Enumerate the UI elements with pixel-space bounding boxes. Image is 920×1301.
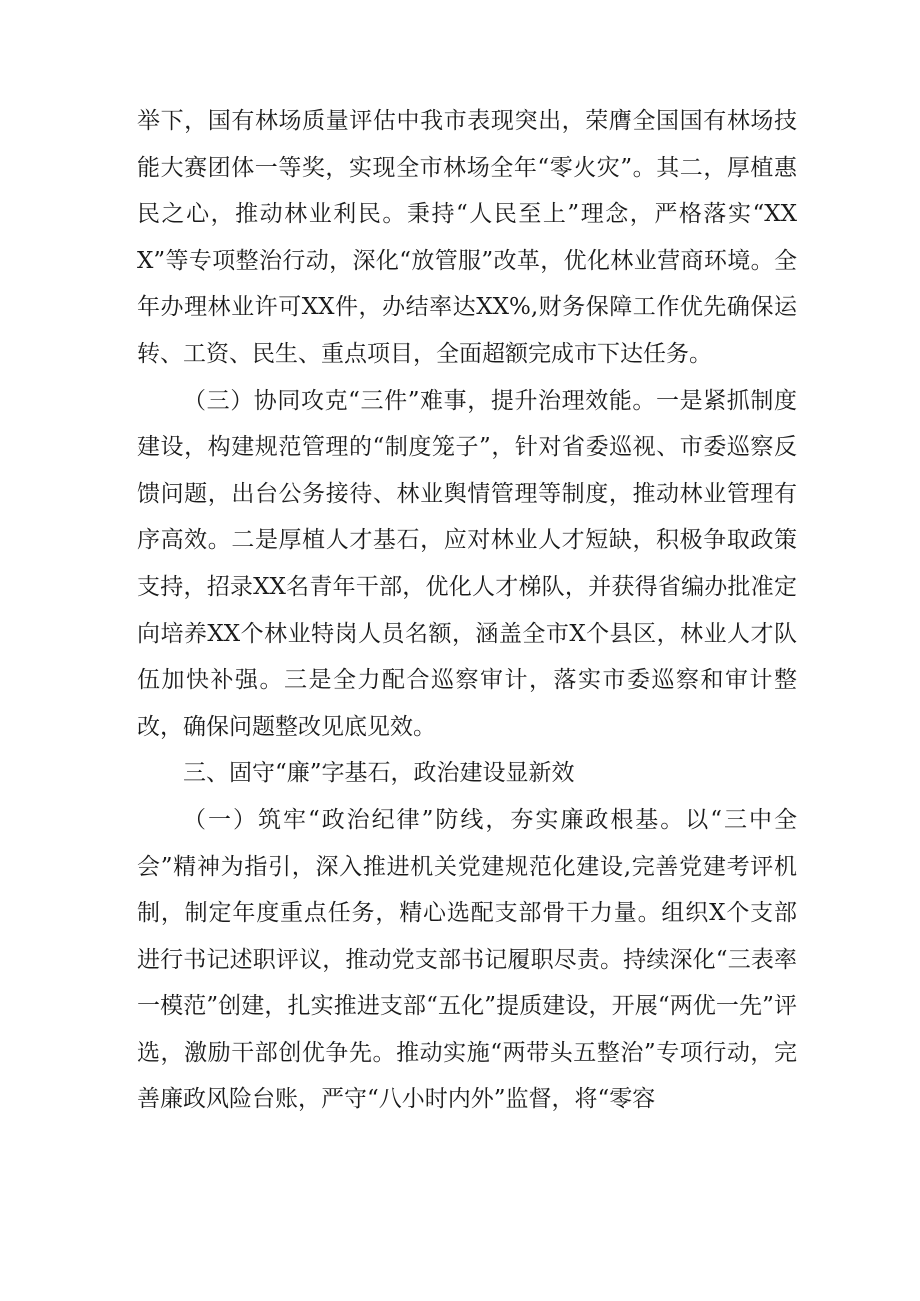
section-heading: 三、固守“廉”字基石，政治建设显新效 [183, 760, 575, 787]
paragraph-continuation: 举下，国有林场质量评估中我市表现突出，荣膺全国国有林场技能大赛团体一等奖，实现全市林场全年“零火灾”。其二，厚植惠民之心，推动林业利民。秉持“人民至上”理念，严格落实“XXX”等专项整治行动，深化“放管服”改革，优化林业营商环境。全年办理林业许可XX件，办结率达XX%,财务保障工作优先确保运转、工资、民生、重点项目，全面超额完成市下达任务。 [137, 108, 797, 367]
document-body [137, 98, 797, 1123]
paragraph-political-discipline: （一）筑牢“政治纪律”防线，夯实廉政根基。以“三中全会”精神为指引，深入推进机关党建规范化建设,完善党建考评机制，制定年度重点任务，精心选配支部骨干力量。组织X个支部进行书记述职评议，推动党支部书记履职尽责。持续深化“三表率一模范”创建，扎实推进支部“五化”提质建设，开展“两优一先”评选，激励干部创优争先。推动实施“两带头五整治”专项行动，完善廉政风险台账，严守“八小时内外”监督，将“零容 [137, 806, 797, 1113]
paragraph-section-three-sub: （三）协同攻克“三件”难事，提升治理效能。一是紧抓制度建设，构建规范管理的“制度笼子”，针对省委巡视、市委巡察反馈问题，出台公务接待、林业舆情管理等制度，推动林业管理有序高效。二是厚植人才基石，应对林业人才短缺，积极争取政策支持，招录XX名青年干部，优化人才梯队，并获得省编办批准定向培养XX个林业特岗人员名额，涵盖全市X个县区，林业人才队伍加快补强。三是全力配合巡察审计，落实市委巡察和审计整改，确保问题整改见底见效。 [137, 387, 797, 740]
